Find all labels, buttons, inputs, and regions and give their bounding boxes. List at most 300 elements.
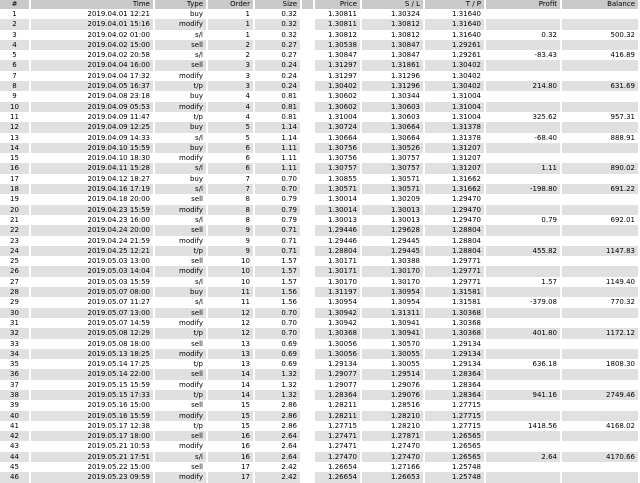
table-row[interactable] [0, 30, 640, 40]
column-header-balance[interactable]: Balance [562, 0, 640, 9]
table-row[interactable] [0, 462, 640, 472]
cell-take-profit: 1.31207 [425, 143, 486, 153]
cell-spacer [302, 349, 315, 359]
cell-stop-loss: 1.30664 [362, 133, 425, 143]
cell-stop-loss: 1.30812 [362, 19, 425, 29]
table-row[interactable] [0, 246, 640, 256]
cell-profit [486, 60, 562, 70]
cell-profit [486, 153, 562, 163]
cell-balance: 692.01 [562, 215, 640, 225]
cell-size: 0.24 [255, 60, 302, 70]
cell-type: sell [155, 339, 208, 349]
cell-balance [562, 441, 640, 451]
cell-balance: 888.91 [562, 133, 640, 143]
cell-profit: 0.32 [486, 30, 562, 40]
cell-balance [562, 143, 640, 153]
cell-time: 2019.05.13 18:25 [31, 349, 155, 359]
cell-size: 1.56 [255, 297, 302, 307]
cell-size: 1.57 [255, 277, 302, 287]
table-row[interactable] [0, 236, 640, 246]
cell-number: 35 [0, 359, 31, 369]
column-header-take-profit[interactable]: T / P [425, 0, 486, 9]
table-row[interactable] [0, 194, 640, 204]
cell-profit [486, 122, 562, 132]
cell-time: 2019.04.02 01:00 [31, 30, 155, 40]
cell-take-profit: 1.31378 [425, 133, 486, 143]
cell-profit [486, 462, 562, 472]
cell-balance [562, 40, 640, 50]
cell-number: 33 [0, 339, 31, 349]
cell-order: 4 [208, 102, 255, 112]
cell-price: 1.29446 [315, 225, 362, 235]
cell-profit [486, 194, 562, 204]
column-header-stop-loss[interactable]: S / L [362, 0, 425, 9]
cell-order: 17 [208, 462, 255, 472]
cell-balance: 890.02 [562, 163, 640, 173]
cell-profit [486, 40, 562, 50]
table-row[interactable] [0, 184, 640, 194]
table-row[interactable] [0, 472, 640, 482]
cell-price: 1.30811 [315, 19, 362, 29]
cell-balance [562, 71, 640, 81]
cell-price: 1.27470 [315, 452, 362, 462]
cell-price: 1.30812 [315, 30, 362, 40]
cell-spacer [302, 184, 315, 194]
table-row[interactable] [0, 91, 640, 101]
table-row[interactable] [0, 102, 640, 112]
cell-type: modify [155, 236, 208, 246]
cell-number: 23 [0, 236, 31, 246]
table-row[interactable] [0, 390, 640, 400]
cell-type: modify [155, 153, 208, 163]
cell-profit [486, 369, 562, 379]
cell-stop-loss: 1.30170 [362, 277, 425, 287]
cell-spacer [302, 369, 315, 379]
cell-type: s/l [155, 184, 208, 194]
cell-size: 0.70 [255, 308, 302, 318]
cell-spacer [302, 50, 315, 60]
table-row[interactable] [0, 411, 640, 421]
cell-profit: 401.80 [486, 328, 562, 338]
cell-take-profit: 1.31004 [425, 112, 486, 122]
table-row[interactable] [0, 421, 640, 431]
table-row[interactable] [0, 163, 640, 173]
cell-balance: 1808.30 [562, 359, 640, 369]
table-row[interactable] [0, 441, 640, 451]
cell-take-profit: 1.31004 [425, 91, 486, 101]
cell-order: 10 [208, 256, 255, 266]
cell-size: 2.86 [255, 411, 302, 421]
cell-time: 2019.04.24 20:00 [31, 225, 155, 235]
cell-size: 0.32 [255, 9, 302, 19]
cell-size: 1.14 [255, 122, 302, 132]
cell-order: 15 [208, 400, 255, 410]
cell-stop-loss: 1.30570 [362, 339, 425, 349]
cell-size: 2.64 [255, 441, 302, 451]
cell-type: buy [155, 122, 208, 132]
cell-stop-loss: 1.29514 [362, 369, 425, 379]
cell-balance [562, 431, 640, 441]
cell-size: 1.11 [255, 143, 302, 153]
cell-time: 2019.05.21 17:51 [31, 452, 155, 462]
cell-take-profit: 1.29470 [425, 194, 486, 204]
cell-balance [562, 194, 640, 204]
table-row[interactable] [0, 277, 640, 287]
table-row[interactable] [0, 71, 640, 81]
cell-profit [486, 266, 562, 276]
cell-balance [562, 236, 640, 246]
table-row[interactable] [0, 266, 640, 276]
cell-stop-loss: 1.28210 [362, 411, 425, 421]
cell-number: 10 [0, 102, 31, 112]
cell-number: 20 [0, 205, 31, 215]
cell-type: sell [155, 431, 208, 441]
cell-size: 0.69 [255, 349, 302, 359]
cell-number: 28 [0, 287, 31, 297]
table-row[interactable] [0, 60, 640, 70]
table-row[interactable] [0, 40, 640, 50]
table-row[interactable] [0, 122, 640, 132]
cell-balance [562, 308, 640, 318]
column-header-spacer [302, 0, 315, 9]
cell-spacer [302, 256, 315, 266]
cell-stop-loss: 1.29445 [362, 246, 425, 256]
cell-order: 9 [208, 225, 255, 235]
cell-type: sell [155, 400, 208, 410]
cell-price: 1.26654 [315, 462, 362, 472]
cell-time: 2019.05.03 14:04 [31, 266, 155, 276]
table-row[interactable] [0, 81, 640, 91]
cell-number: 3 [0, 30, 31, 40]
table-row[interactable] [0, 9, 640, 19]
column-header-order[interactable]: Order [208, 0, 255, 9]
cell-size: 0.27 [255, 50, 302, 60]
cell-size: 0.70 [255, 328, 302, 338]
cell-take-profit: 1.29771 [425, 256, 486, 266]
cell-order: 7 [208, 184, 255, 194]
cell-spacer [302, 287, 315, 297]
cell-time: 2019.04.09 12:25 [31, 122, 155, 132]
cell-size: 0.69 [255, 359, 302, 369]
cell-time: 2019.05.21 10:53 [31, 441, 155, 451]
table-row[interactable] [0, 112, 640, 122]
cell-type: modify [155, 380, 208, 390]
table-row[interactable] [0, 19, 640, 29]
cell-type: s/l [155, 163, 208, 173]
cell-order: 5 [208, 122, 255, 132]
cell-take-profit: 1.31207 [425, 153, 486, 163]
cell-order: 16 [208, 452, 255, 462]
cell-stop-loss: 1.27470 [362, 452, 425, 462]
cell-order: 16 [208, 431, 255, 441]
cell-balance [562, 411, 640, 421]
cell-balance [562, 369, 640, 379]
cell-profit: 941.16 [486, 390, 562, 400]
cell-type: s/l [155, 30, 208, 40]
cell-price: 1.30811 [315, 9, 362, 19]
cell-time: 2019.05.16 15:59 [31, 411, 155, 421]
cell-take-profit: 1.29134 [425, 349, 486, 359]
cell-size: 0.71 [255, 246, 302, 256]
cell-take-profit: 1.29134 [425, 359, 486, 369]
cell-stop-loss: 1.31296 [362, 81, 425, 91]
cell-type: s/l [155, 297, 208, 307]
cell-spacer [302, 339, 315, 349]
cell-order: 14 [208, 390, 255, 400]
cell-order: 10 [208, 266, 255, 276]
cell-time: 2019.05.15 15:59 [31, 380, 155, 390]
table-row[interactable] [0, 308, 640, 318]
cell-order: 16 [208, 441, 255, 451]
cell-type: sell [155, 308, 208, 318]
cell-profit [486, 174, 562, 184]
cell-stop-loss: 1.30209 [362, 194, 425, 204]
cell-take-profit: 1.29470 [425, 215, 486, 225]
cell-take-profit: 1.29261 [425, 40, 486, 50]
cell-time: 2019.05.17 18:00 [31, 431, 155, 441]
cell-spacer [302, 277, 315, 287]
cell-profit: 2.64 [486, 452, 562, 462]
cell-order: 13 [208, 359, 255, 369]
cell-size: 1.11 [255, 153, 302, 163]
column-header-size[interactable]: Size [255, 0, 302, 9]
column-header-profit[interactable]: Profit [486, 0, 562, 9]
cell-type: buy [155, 287, 208, 297]
cell-size: 0.70 [255, 318, 302, 328]
cell-number: 25 [0, 256, 31, 266]
table-row[interactable] [0, 297, 640, 307]
cell-balance: 1172.12 [562, 328, 640, 338]
cell-price: 1.30664 [315, 133, 362, 143]
cell-stop-loss: 1.30055 [362, 349, 425, 359]
cell-spacer [302, 194, 315, 204]
table-row[interactable] [0, 431, 640, 441]
cell-profit [486, 472, 562, 482]
table-row[interactable] [0, 328, 640, 338]
cell-time: 2019.04.11 15:28 [31, 163, 155, 173]
cell-type: buy [155, 143, 208, 153]
cell-stop-loss: 1.30170 [362, 266, 425, 276]
cell-balance [562, 318, 640, 328]
cell-stop-loss: 1.27470 [362, 441, 425, 451]
cell-take-profit: 1.29771 [425, 277, 486, 287]
table-row[interactable] [0, 452, 640, 462]
cell-time: 2019.04.05 16:37 [31, 81, 155, 91]
cell-take-profit: 1.30402 [425, 71, 486, 81]
cell-stop-loss: 1.31311 [362, 308, 425, 318]
cell-stop-loss: 1.30954 [362, 287, 425, 297]
table-row[interactable] [0, 50, 640, 60]
cell-spacer [302, 411, 315, 421]
cell-type: t/p [155, 112, 208, 122]
cell-size: 0.81 [255, 91, 302, 101]
cell-stop-loss: 1.30941 [362, 328, 425, 338]
table-row[interactable] [0, 349, 640, 359]
cell-spacer [302, 462, 315, 472]
cell-spacer [302, 472, 315, 482]
table-row[interactable] [0, 369, 640, 379]
cell-take-profit: 1.31640 [425, 19, 486, 29]
cell-take-profit: 1.28804 [425, 225, 486, 235]
column-header-number[interactable]: # [0, 0, 31, 9]
table-row[interactable] [0, 143, 640, 153]
table-row[interactable] [0, 287, 640, 297]
cell-spacer [302, 205, 315, 215]
cell-order: 2 [208, 40, 255, 50]
cell-time: 2019.05.08 12:29 [31, 328, 155, 338]
cell-balance: 500.32 [562, 30, 640, 40]
table-row[interactable] [0, 256, 640, 266]
cell-stop-loss: 1.30013 [362, 215, 425, 225]
cell-number: 24 [0, 246, 31, 256]
cell-type: sell [155, 60, 208, 70]
cell-number: 22 [0, 225, 31, 235]
cell-type: sell [155, 194, 208, 204]
cell-number: 31 [0, 318, 31, 328]
cell-number: 14 [0, 143, 31, 153]
cell-number: 2 [0, 19, 31, 29]
cell-balance [562, 205, 640, 215]
cell-price: 1.28364 [315, 390, 362, 400]
cell-price: 1.30014 [315, 194, 362, 204]
cell-size: 0.81 [255, 112, 302, 122]
column-header-price[interactable]: Price [315, 0, 362, 9]
table-row[interactable] [0, 133, 640, 143]
table-row[interactable] [0, 225, 640, 235]
table-row[interactable] [0, 215, 640, 225]
cell-stop-loss: 1.30571 [362, 174, 425, 184]
cell-type: s/l [155, 215, 208, 225]
cell-number: 34 [0, 349, 31, 359]
cell-spacer [302, 215, 315, 225]
cell-type: modify [155, 19, 208, 29]
cell-type: t/p [155, 328, 208, 338]
cell-take-profit: 1.31662 [425, 174, 486, 184]
cell-stop-loss: 1.29445 [362, 236, 425, 246]
cell-take-profit: 1.26565 [425, 441, 486, 451]
cell-type: t/p [155, 359, 208, 369]
cell-spacer [302, 153, 315, 163]
cell-order: 9 [208, 246, 255, 256]
cell-type: modify [155, 102, 208, 112]
cell-spacer [302, 431, 315, 441]
cell-balance [562, 472, 640, 482]
table-row[interactable] [0, 174, 640, 184]
cell-size: 0.71 [255, 236, 302, 246]
cell-order: 3 [208, 60, 255, 70]
cell-spacer [302, 9, 315, 19]
cell-profit [486, 339, 562, 349]
cell-type: s/l [155, 133, 208, 143]
cell-balance [562, 9, 640, 19]
cell-size: 2.42 [255, 472, 302, 482]
table-row[interactable] [0, 205, 640, 215]
cell-balance [562, 380, 640, 390]
cell-take-profit: 1.28804 [425, 236, 486, 246]
cell-stop-loss: 1.30571 [362, 184, 425, 194]
cell-price: 1.30847 [315, 50, 362, 60]
cell-stop-loss: 1.30847 [362, 50, 425, 60]
cell-price: 1.30602 [315, 102, 362, 112]
table-row[interactable] [0, 380, 640, 390]
cell-type: modify [155, 411, 208, 421]
table-row[interactable] [0, 318, 640, 328]
cell-price: 1.30368 [315, 328, 362, 338]
table-row[interactable] [0, 400, 640, 410]
cell-spacer [302, 441, 315, 451]
cell-stop-loss: 1.30812 [362, 30, 425, 40]
table-row[interactable] [0, 153, 640, 163]
cell-stop-loss: 1.27871 [362, 431, 425, 441]
cell-stop-loss: 1.30941 [362, 318, 425, 328]
cell-balance [562, 153, 640, 163]
table-row[interactable] [0, 339, 640, 349]
cell-time: 2019.05.07 14:59 [31, 318, 155, 328]
cell-stop-loss: 1.31296 [362, 71, 425, 81]
cell-number: 38 [0, 390, 31, 400]
cell-spacer [302, 71, 315, 81]
cell-profit [486, 400, 562, 410]
cell-type: s/l [155, 50, 208, 60]
cell-price: 1.30756 [315, 143, 362, 153]
cell-spacer [302, 318, 315, 328]
cell-stop-loss: 1.26653 [362, 472, 425, 482]
cell-type: t/p [155, 421, 208, 431]
cell-profit: 0.79 [486, 215, 562, 225]
cell-number: 12 [0, 122, 31, 132]
cell-size: 0.79 [255, 205, 302, 215]
cell-price: 1.30942 [315, 308, 362, 318]
cell-balance [562, 266, 640, 276]
cell-order: 14 [208, 369, 255, 379]
cell-profit: 1418.56 [486, 421, 562, 431]
cell-spacer [302, 236, 315, 246]
cell-spacer [302, 308, 315, 318]
cell-profit [486, 287, 562, 297]
cell-spacer [302, 143, 315, 153]
cell-type: buy [155, 91, 208, 101]
cell-price: 1.30056 [315, 339, 362, 349]
table-row[interactable] [0, 359, 640, 369]
cell-order: 4 [208, 112, 255, 122]
cell-stop-loss: 1.29076 [362, 390, 425, 400]
cell-size: 1.32 [255, 369, 302, 379]
cell-number: 1 [0, 9, 31, 19]
cell-type: t/p [155, 390, 208, 400]
cell-order: 1 [208, 30, 255, 40]
column-header-time[interactable]: Time [31, 0, 155, 9]
cell-time: 2019.04.12 18:27 [31, 174, 155, 184]
cell-time: 2019.04.09 05:53 [31, 102, 155, 112]
cell-profit: 214.80 [486, 81, 562, 91]
cell-number: 11 [0, 112, 31, 122]
cell-price: 1.31297 [315, 60, 362, 70]
cell-take-profit: 1.31640 [425, 9, 486, 19]
cell-order: 3 [208, 81, 255, 91]
table-body [0, 9, 640, 483]
cell-time: 2019.04.18 20:00 [31, 194, 155, 204]
cell-size: 2.86 [255, 421, 302, 431]
cell-time: 2019.04.01 12:21 [31, 9, 155, 19]
cell-spacer [302, 102, 315, 112]
cell-spacer [302, 400, 315, 410]
cell-number: 41 [0, 421, 31, 431]
column-header-type[interactable]: Type [155, 0, 208, 9]
cell-balance [562, 225, 640, 235]
cell-take-profit: 1.28804 [425, 246, 486, 256]
cell-take-profit: 1.28364 [425, 380, 486, 390]
cell-type: buy [155, 174, 208, 184]
